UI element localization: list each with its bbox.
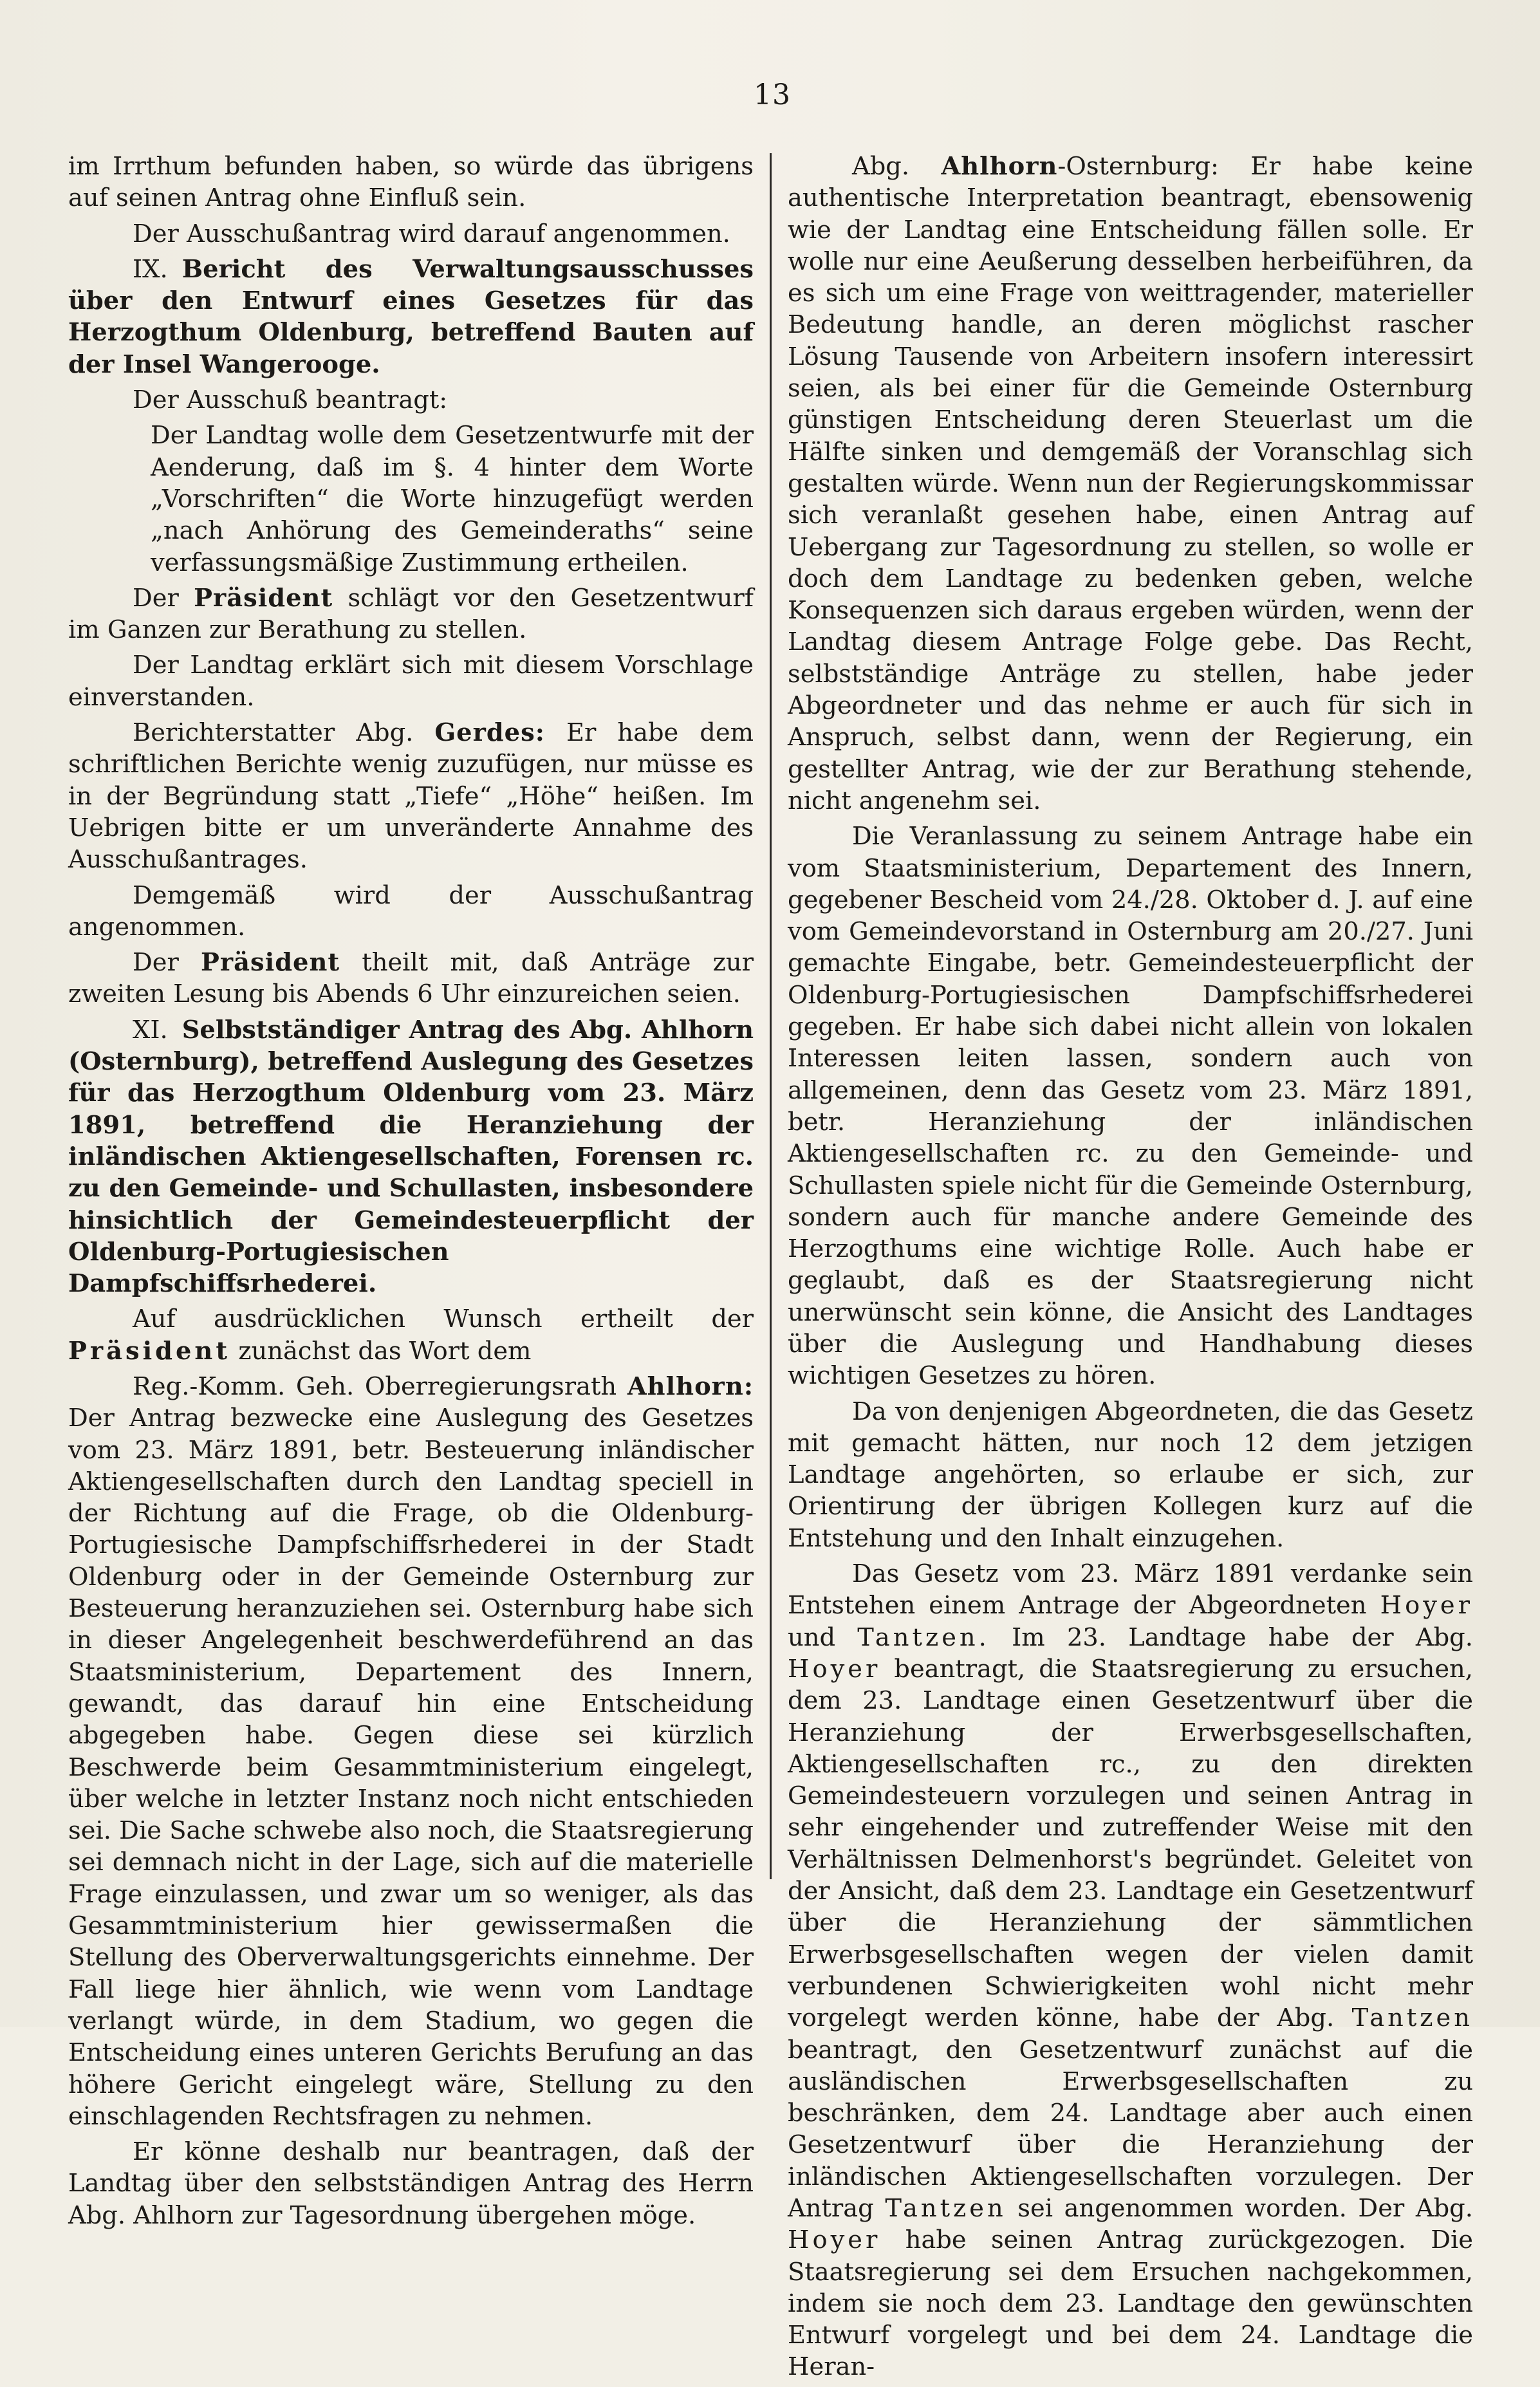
text-run: beantragt, die Staatsregierung zu ersuchen, dem 23. Landtage einen Gesetzentwurf über die Heranziehung der Erwerbsgesellschaften, Aktiengesellschaften rc., zu den direkten Gemeindesteuern vorzulegen und seinen Antrag in sehr eingehender und zutreffender Weise mit den Verhältnissen Delmenhorst's begründet. Geleitet von der Ansicht, daß dem 23. Landtage ein Gesetzentwurf über die Heranziehung der sämmtlichen Erwerbsgesellschaften wegen der vielen damit verbundenen Schwierigkeiten wohl nicht mehr vorgelegt werden könne, habe der Abg.: [788, 1654, 1473, 2033]
text-run: Berichterstatter Abg.: [133, 718, 414, 748]
right-column: [788, 151, 1473, 2387]
text-run: Auf ausdrücklichen Wunsch ertheilt der: [133, 1305, 754, 1334]
paragraph: Der Landtag erklärt sich mit diesem Vorschlage einverstanden.: [68, 651, 754, 712]
person-name: Hoyer: [788, 2225, 881, 2255]
speaker-name: Ahlhorn:: [627, 1371, 754, 1401]
paragraph: [788, 1558, 1473, 2383]
paragraph: [68, 947, 754, 1010]
paragraph: Da von denjenigen Abgeordneten, die das Gesetz mit gemacht hätten, nur noch 12 dem jetzigen Landtage angehörten, so erlaube er sich, zur Orientirung der übrigen Kollegen kurz auf die Entstehung und den Inhalt einzugehen.: [788, 1397, 1473, 1553]
section-heading-xi: [68, 1014, 754, 1300]
text-run: Er habe dem schriftlichen Berichte wenig zuzufügen, nur müsse es in der Begründung statt „Tiefe“ „Höhe“ heißen. Im Uebrigen bitte er um unveränderte Annahme des Ausschußantrages.: [68, 718, 754, 875]
text-run: beantragt, den Gesetzentwurf zunächst auf die ausländischen Erwerbsgesellschaften zu beschränken, dem 24. Landtage aber auch einen Gesetzentwurf über die Heranziehung der inländischen Aktiengesellschaften vorzulegen. Der Antrag: [788, 2035, 1473, 2223]
speaker-name: Ahlhorn: [941, 152, 1058, 181]
speaker-name: Gerdes:: [434, 718, 545, 748]
text-run: habe seinen Antrag zurückgezogen. Die Staatsregierung sei dem Ersuchen nachgekommen, indem sie noch dem 23. Landtage den gewünschten Entwurf vorgelegt und bei dem 24. Landtage die Heran-: [788, 2225, 1473, 2382]
paragraph: im Irrthum befunden haben, so würde das übrigens auf seinen Antrag ohne Einfluß sein.: [68, 152, 754, 213]
person-name: Tantzen: [1351, 2003, 1473, 2033]
person-name: Tantzen: [885, 2194, 1007, 2223]
page-number: 13: [754, 79, 791, 111]
paragraph: [68, 717, 754, 875]
text-run: Abg.: [852, 152, 910, 181]
text-run: Reg.-Komm. Geh. Oberregierungsrath: [133, 1371, 617, 1401]
text-run: zunächst das Wort dem: [238, 1336, 532, 1366]
paragraph: Er könne deshalb nur beantragen, daß der Landtag über den selbstständigen Antrag des Herrn Abg. Ahlhorn zur Tagesordnung übergehen möge.: [68, 2137, 754, 2230]
section-heading-ix: [68, 254, 754, 380]
person-name: Hoyer: [1380, 1591, 1473, 1621]
paragraph: [788, 151, 1473, 817]
motion-quote: Der Landtag wolle dem Gesetzentwurfe mit der Aenderung, daß im §. 4 hinter dem Worte „Vorschriften“ die Worte hinzugefügt werden „nach Anhörung des Gemeinderaths“ seine verfassungsmäßige Zustimmung ertheilen.: [151, 421, 754, 577]
speaker-name: Präsident: [68, 1336, 231, 1366]
left-column: [68, 151, 754, 2235]
paragraph: Die Veranlassung zu seinem Antrage habe ein vom Staatsministerium, Departement des Innern, gegebener Bescheid vom 24./28. Oktober d. J. auf eine vom Gemeindevorstand in Osternburg am 20./27. Juni gemachte Eingabe, betr. Gemeindesteuerpflicht der Oldenburg-Portugiesischen Dampfschiffsrhederei gegeben. Er habe sich dabei nicht allein von lokalen Interessen leiten lassen, sondern auch von allgemeinen, denn das Gesetz vom 23. März 1891, betr. Heranziehung der inländischen Aktiengesellschaften rc. zu den Gemeinde- und Schullasten spiele nicht für die Gemeinde Osternburg, sondern auch für manche andere Gemeinde des Herzogthums eine wichtige Rolle. Auch habe er geglaubt, daß es der Staatsregierung nicht unerwünscht sein könne, die Ansicht des Landtages über die Auslegung und Handhabung dieses wichtigen Gesetzes zu hören.: [788, 822, 1473, 1391]
speaker-name: Präsident: [201, 948, 340, 978]
person-name: Hoyer: [788, 1654, 881, 1684]
text-run: schlägt vor den Gesetzentwurf im Ganzen zur Berathung zu stellen.: [68, 583, 754, 645]
section-number: IX.: [133, 254, 168, 284]
section-number: XI.: [133, 1015, 168, 1045]
paragraph: [68, 1371, 754, 2132]
section-title: Selbstständiger Antrag des Abg. Ahlhorn (Osternburg), betreffend Auslegung des Gesetzes für das Herzogthum Oldenburg vom 23. März 1891, betreffend die Heranziehung der inländischen Aktiengesellschaften, Forensen rc. zu den Gemeinde- und Schullasten, insbesondere hinsichtlich der Gemeindesteuerpflicht der Oldenburg-Portugiesischen Dampfschiffsrhederei.: [68, 1015, 754, 1299]
text-run: und: [788, 1622, 836, 1652]
text-run: theilt mit, daß Anträge zur zweiten Lesung bis Abends 6 Uhr einzureichen seien.: [68, 948, 754, 1009]
text-run: -Osternburg: Er habe keine authentische Interpretation beantragt, ebensowenig wie der Landtag eine Entscheidung fällen solle. Er wolle nur eine Aeußerung desselben herbeiführen, da es sich um eine Frage von weittragender, materieller Bedeutung handle, an deren möglichst rascher Lösung Tausende von Arbeitern insofern interessirt seien, als bei einer für die Gemeinde Osternburg günstigen Entscheidung deren Steuerlast um die Hälfte sinken und demgemäß der Voranschlag sich gestalten würde. Wenn nun der Regierungskommissar sich veranlaßt gesehen habe, einen Antrag auf Uebergang zur Tagesordnung zu stellen, so wolle er doch dem Landtage zu bedenken geben, welche Konsequenzen sich daraus ergeben würden, wenn der Landtag diesem Antrage Folge gebe. Das Recht, selbstständige Anträge zu stellen, habe jeder Abgeordneter und das nehme er auch für sich in Anspruch, selbst dann, wenn der Regierung, ein gestellter Antrag, wie der zur Berathung stehende, nicht angenehm sei.: [788, 152, 1473, 815]
text-run: sei angenommen worden. Der Abg.: [1017, 2194, 1473, 2223]
person-name: Tantzen.: [857, 1622, 990, 1652]
paragraph: Der Ausschuß beantragt:: [133, 385, 448, 415]
text-run: Der Antrag bezwecke eine Auslegung des Gesetzes vom 23. März 1891, betr. Besteuerung inländischer Aktiengesellschaften durch den Landtag speciell in der Richtung auf die Frage, ob die Oldenburg-Portugiesische Dampfschiffsrhederei in der Stadt Oldenburg oder in der Gemeinde Osternburg zur Besteuerung heranzuziehen sei. Osternburg habe sich in dieser Angelegenheit beschwerdeführend an das Staatsministerium, Departement des Innern, gewandt, das darauf hin eine Entscheidung abgegeben habe. Gegen diese sei kürzlich Beschwerde beim Gesammtministerium eingelegt, über welche in letzter Instanz noch nicht entschieden sei. Die Sache schwebe also noch, die Staatsregierung sei demnach nicht in der Lage, sich auf die materielle Frage einzulassen, und zwar um so weniger, als das Gesammtministerium hier gewissermaßen die Stellung des Oberverwaltungsgerichts einnehme. Der Fall liege hier ähnlich, wie wenn vom Landtage verlangt würde, in dem Stadium, wo gegen die Entscheidung eines unteren Gerichts Berufung an das höhere Gericht eingelegt wäre, Stellung zu den einschlagenden Rechtsfragen zu nehmen.: [68, 1404, 754, 2131]
text-run: Das Gesetz vom 23. März 1891 verdanke sein Entstehen einem Antrage der Abgeordneten: [788, 1559, 1473, 1621]
paragraph: [68, 582, 754, 646]
text-run: Im 23. Landtage habe der Abg.: [1012, 1622, 1473, 1652]
paragraph: Demgemäß wird der Ausschußantrag angenommen.: [68, 880, 754, 942]
column-divider: [770, 153, 772, 1879]
section-title: Bericht des Verwaltungsausschusses über den Entwurf eines Gesetzes für das Herzogthum Oldenburg, betreffend Bauten auf der Insel Wangerooge.: [68, 254, 754, 379]
speaker-name: Präsident: [194, 583, 333, 613]
text-run: Der: [133, 583, 179, 613]
text-run: Der: [133, 948, 179, 978]
paragraph: Der Ausschußantrag wird darauf angenommen.: [133, 219, 730, 248]
paragraph: [68, 1303, 754, 1367]
